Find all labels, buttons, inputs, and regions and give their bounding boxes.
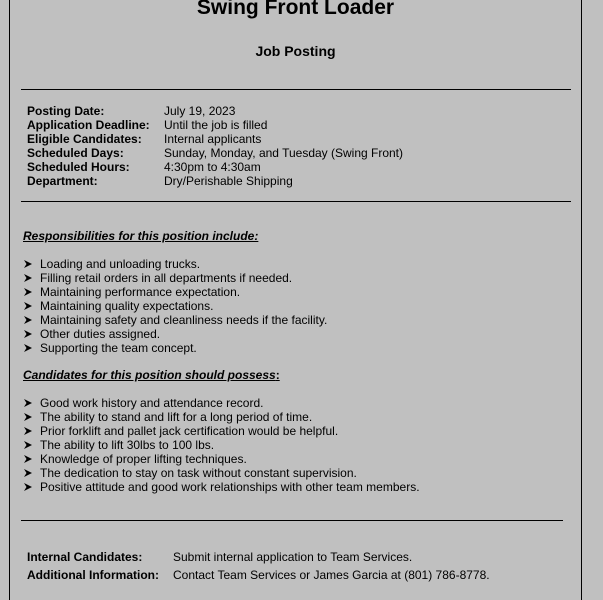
page-border-right: [581, 0, 582, 600]
detail-label: Scheduled Days:: [27, 146, 124, 160]
footer-label: Internal Candidates:: [27, 550, 143, 564]
list-item: [23, 257, 327, 271]
list-item-text: Knowledge of proper lifting techniques.: [40, 452, 247, 466]
list-item: [23, 466, 420, 480]
detail-value: Dry/Perishable Shipping: [164, 174, 293, 188]
page-subtitle: Job Posting: [255, 43, 336, 59]
divider-bottom: [21, 520, 563, 521]
candidates-heading: [23, 368, 280, 382]
arrow-bullet-icon: [23, 466, 40, 480]
candidates-list: [23, 396, 420, 494]
divider-top: [21, 89, 571, 90]
arrow-bullet-icon: [23, 271, 40, 285]
arrow-bullet-icon: [23, 438, 40, 452]
list-item: [23, 299, 327, 313]
list-item: [23, 424, 420, 438]
detail-row-application-deadline: [27, 118, 403, 132]
list-item: [23, 438, 420, 452]
list-item: [23, 452, 420, 466]
list-item-text: Prior forklift and pallet jack certification would be helpful.: [40, 424, 339, 438]
detail-row-eligible-candidates: [27, 132, 403, 146]
arrow-bullet-icon: [23, 396, 40, 410]
responsibilities-list: [23, 257, 327, 355]
candidates-heading-text: Candidates for this position should possess: [23, 368, 276, 382]
footer-internal-candidates: [27, 550, 412, 564]
list-item: [23, 341, 327, 355]
list-item-text: Supporting the team concept.: [40, 341, 197, 355]
detail-row-posting-date: [27, 104, 403, 118]
list-item: [23, 396, 420, 410]
list-item-text: Filling retail orders in all departments if needed.: [40, 271, 293, 285]
detail-label: Posting Date:: [27, 104, 105, 118]
list-item-text: The ability to lift 30lbs to 100 lbs.: [40, 438, 215, 452]
arrow-bullet-icon: [23, 452, 40, 466]
arrow-bullet-icon: [23, 327, 40, 341]
list-item-text: Maintaining quality expectations.: [40, 299, 214, 313]
footer-label: Additional Information:: [27, 568, 159, 582]
detail-label: Eligible Candidates:: [27, 132, 142, 146]
detail-value: 4:30pm to 4:30am: [164, 160, 261, 174]
detail-label: Department:: [27, 174, 98, 188]
detail-row-department: [27, 174, 403, 188]
arrow-bullet-icon: [23, 424, 40, 438]
arrow-bullet-icon: [23, 257, 40, 271]
detail-label: Application Deadline:: [27, 118, 150, 132]
detail-row-scheduled-hours: [27, 160, 403, 174]
arrow-bullet-icon: [23, 480, 40, 494]
page-border-left: [9, 0, 10, 600]
responsibilities-heading: Responsibilities for this position include:: [23, 229, 259, 243]
page-title: Swing Front Loader: [196, 0, 395, 19]
detail-value: Until the job is filled: [164, 118, 268, 132]
list-item-text: Loading and unloading trucks.: [40, 257, 201, 271]
detail-value: Sunday, Monday, and Tuesday (Swing Front): [164, 146, 404, 160]
arrow-bullet-icon: [23, 410, 40, 424]
footer-value: Contact Team Services or James Garcia at (801) 786-8778.: [173, 568, 490, 582]
posting-details: [27, 104, 403, 188]
list-item-text: Maintaining performance expectation.: [40, 285, 241, 299]
footer-value: Submit internal application to Team Services.: [173, 550, 413, 564]
list-item: [23, 480, 420, 494]
divider-middle: [21, 201, 571, 202]
arrow-bullet-icon: [23, 299, 40, 313]
list-item-text: Good work history and attendance record.: [40, 396, 264, 410]
list-item: [23, 285, 327, 299]
list-item: [23, 271, 327, 285]
detail-value: Internal applicants: [164, 132, 262, 146]
detail-value: July 19, 2023: [164, 104, 236, 118]
detail-label: Scheduled Hours:: [27, 160, 130, 174]
detail-row-scheduled-days: [27, 146, 403, 160]
list-item-text: Other duties assigned.: [40, 327, 161, 341]
arrow-bullet-icon: [23, 313, 40, 327]
footer-additional-information: [27, 568, 490, 582]
list-item-text: Positive attitude and good work relationships with other team members.: [40, 480, 420, 494]
list-item: [23, 327, 327, 341]
list-item-text: The ability to stand and lift for a long period of time.: [40, 410, 313, 424]
list-item-text: The dedication to stay on task without constant supervision.: [40, 466, 357, 480]
candidates-heading-colon: :: [275, 368, 280, 382]
list-item: [23, 410, 420, 424]
list-item: [23, 313, 327, 327]
arrow-bullet-icon: [23, 285, 40, 299]
arrow-bullet-icon: [23, 341, 40, 355]
list-item-text: Maintaining safety and cleanliness needs if the facility.: [40, 313, 328, 327]
